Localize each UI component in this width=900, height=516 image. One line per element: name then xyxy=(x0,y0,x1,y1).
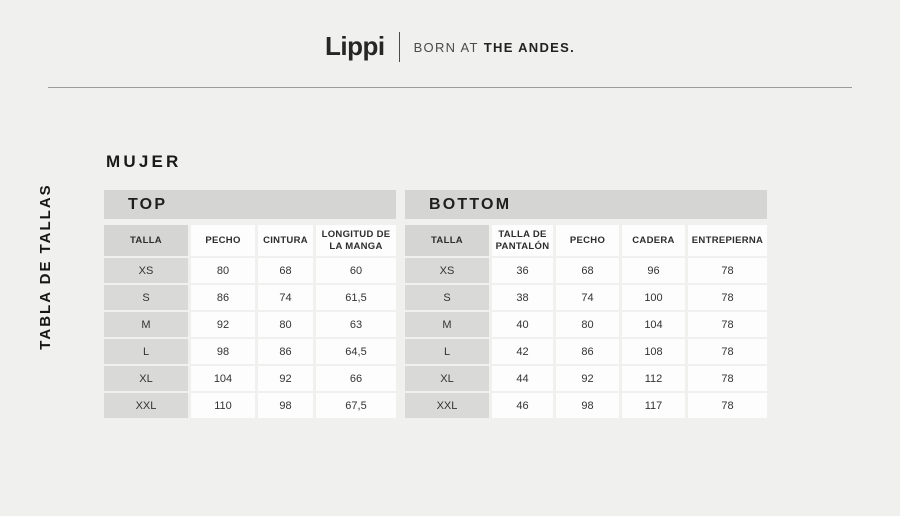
tagline-regular: BORN AT xyxy=(413,39,479,55)
size-cell: XS xyxy=(405,258,489,283)
size-table-top xyxy=(104,190,396,418)
size-cell: L xyxy=(405,339,489,364)
value-cell: 78 xyxy=(688,366,767,391)
brand-divider xyxy=(399,32,400,62)
value-cell: 92 xyxy=(258,366,313,391)
value-cell: 46 xyxy=(492,393,553,418)
value-cell: 108 xyxy=(622,339,685,364)
value-cell: 98 xyxy=(556,393,619,418)
size-cell: S xyxy=(104,285,188,310)
size-table-bottom xyxy=(405,190,767,418)
value-cell: 74 xyxy=(556,285,619,310)
value-cell: 117 xyxy=(622,393,685,418)
lippi-logo: Lippi xyxy=(324,30,385,61)
size-cell: M xyxy=(405,312,489,337)
column-header: TALLA DE PANTALÓN xyxy=(492,225,553,256)
value-cell: 92 xyxy=(556,366,619,391)
value-cell: 112 xyxy=(622,366,685,391)
value-cell: 80 xyxy=(191,258,255,283)
value-cell: 61,5 xyxy=(316,285,396,310)
value-cell: 60 xyxy=(316,258,396,283)
size-cell: XL xyxy=(405,366,489,391)
value-cell: 78 xyxy=(688,339,767,364)
table-bottom-title-bar xyxy=(405,190,767,219)
column-header: TALLA xyxy=(104,225,188,256)
table-top-title-bar xyxy=(104,190,396,219)
value-cell: 80 xyxy=(258,312,313,337)
column-header: ENTREPIERNA xyxy=(688,225,767,256)
value-cell: 86 xyxy=(191,285,255,310)
value-cell: 104 xyxy=(622,312,685,337)
table-top-title: TOP xyxy=(128,195,168,213)
section-title-mujer: MUJER xyxy=(106,152,182,171)
size-cell: S xyxy=(405,285,489,310)
value-cell: 78 xyxy=(688,312,767,337)
value-cell: 100 xyxy=(622,285,685,310)
table-top-grid xyxy=(104,225,396,418)
tagline-bold: THE ANDES. xyxy=(483,39,576,55)
column-header: CINTURA xyxy=(258,225,313,256)
value-cell: 92 xyxy=(191,312,255,337)
value-cell: 36 xyxy=(492,258,553,283)
size-cell: L xyxy=(104,339,188,364)
value-cell: 86 xyxy=(556,339,619,364)
value-cell: 40 xyxy=(492,312,553,337)
column-header: CADERA xyxy=(622,225,685,256)
value-cell: 38 xyxy=(492,285,553,310)
size-cell: XXL xyxy=(104,393,188,418)
size-cell: M xyxy=(104,312,188,337)
column-header: PECHO xyxy=(191,225,255,256)
value-cell: 104 xyxy=(191,366,255,391)
value-cell: 68 xyxy=(556,258,619,283)
value-cell: 86 xyxy=(258,339,313,364)
value-cell: 98 xyxy=(258,393,313,418)
column-header: TALLA xyxy=(405,225,489,256)
header-rule xyxy=(48,87,852,88)
value-cell: 63 xyxy=(316,312,396,337)
value-cell: 44 xyxy=(492,366,553,391)
value-cell: 96 xyxy=(622,258,685,283)
brand-header xyxy=(0,28,900,66)
value-cell: 74 xyxy=(258,285,313,310)
value-cell: 67,5 xyxy=(316,393,396,418)
value-cell: 66 xyxy=(316,366,396,391)
brand-tagline xyxy=(414,40,575,55)
value-cell: 98 xyxy=(191,339,255,364)
table-bottom-grid xyxy=(405,225,767,418)
size-cell: XS xyxy=(104,258,188,283)
vertical-page-label: TABLA DE TALLAS xyxy=(37,183,54,350)
value-cell: 80 xyxy=(556,312,619,337)
column-header: PECHO xyxy=(556,225,619,256)
value-cell: 78 xyxy=(688,393,767,418)
value-cell: 64,5 xyxy=(316,339,396,364)
value-cell: 110 xyxy=(191,393,255,418)
size-tables xyxy=(104,190,767,418)
value-cell: 78 xyxy=(688,258,767,283)
value-cell: 78 xyxy=(688,285,767,310)
table-bottom-title: BOTTOM xyxy=(429,195,512,213)
value-cell: 68 xyxy=(258,258,313,283)
size-cell: XXL xyxy=(405,393,489,418)
value-cell: 42 xyxy=(492,339,553,364)
column-header: LONGITUD DE LA MANGA xyxy=(316,225,396,256)
size-cell: XL xyxy=(104,366,188,391)
